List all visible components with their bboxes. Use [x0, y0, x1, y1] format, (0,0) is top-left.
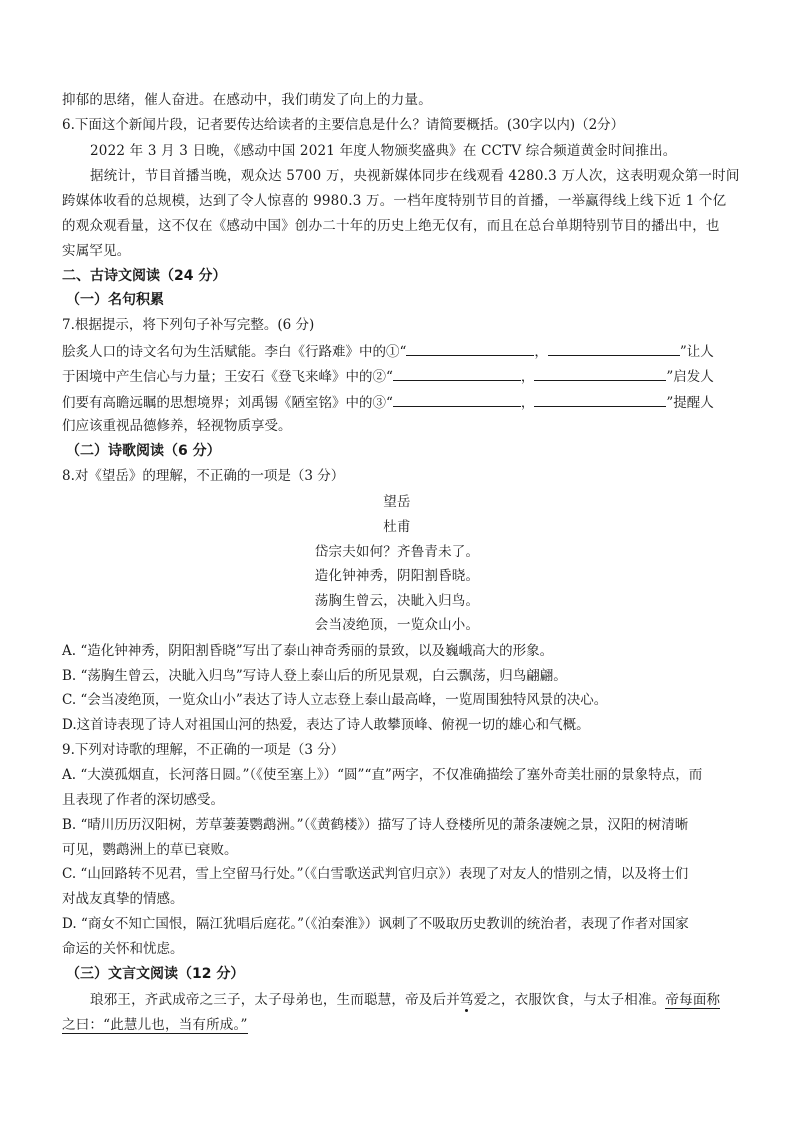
q7-line1 [62, 341, 714, 362]
q8-option-d: D.这首诗表现了诗人对祖国山河的热爱，表达了诗人敢攀顶峰、俯视一切的雄心和气概。 [62, 717, 590, 733]
q9-option-c-line2: 对战友真挚的情感。 [62, 891, 184, 907]
q6-stem: 6.下面这个新闻片段，记者要传达给读者的主要信息是什么？请简要概括。(30字以内)（2分） [62, 117, 625, 133]
section-2-title: 二、古诗文阅读（24 分） [62, 268, 227, 284]
blank-2b[interactable] [534, 366, 666, 381]
blank-1b[interactable] [548, 341, 680, 356]
q9-option-d-line2: 命运的关怀和忧虑。 [62, 941, 184, 957]
q8-option-c: C. “会当凌绝顶，一览众山小”表达了诗人立志登上泰山最高峰，一览周围独特风景的决心。 [62, 692, 608, 708]
q6-news-p2-line4: 实属罕见。 [62, 243, 131, 259]
blank-3b[interactable] [534, 392, 666, 407]
q6-news-p2-line3: 的观众观看量，这不仅在《感动中国》创办二十年的历史上绝无仅有，而且在总台单期特别节目的播出中，也 [62, 218, 720, 234]
q8-option-b: B. “荡胸生曾云，决眦入归鸟”写诗人登上泰山后的所见景观，白云飘荡，归鸟翩翩。 [62, 668, 567, 684]
blank-2a[interactable] [393, 366, 521, 381]
poem-author: 杜甫 [383, 519, 411, 535]
q7-line2-suffix: ”启发人 [666, 369, 714, 385]
poem-line: 荡胸生曾云，决眦入归鸟。 [314, 593, 480, 609]
dotted-character: 笃 [459, 992, 474, 1008]
blank-3a[interactable] [393, 392, 521, 407]
q7-line3 [62, 392, 714, 413]
q6-news-p2-line1: 据统计，节目首播当晚，观众达 5700 万，央视新媒体同步在线观看 4280.3 万人次，这表明观众第一时间 [90, 168, 740, 184]
q7-line1-comma: ， [534, 344, 548, 360]
q7-line1-prefix: 脍炙人口的诗文名句为生活赋能。李白《行路难》中的①“ [62, 344, 407, 360]
q7-line2-prefix: 于困境中产生信心与力量；王安石《登飞来峰》中的②“ [62, 369, 393, 385]
q5-tail-text: 抑郁的思绪，催人奋进。在感动中，我们萌发了向上的力量。 [62, 92, 432, 108]
poem-line: 岱宗夫如何？齐鲁青未了。 [314, 544, 480, 560]
classical-text-part: 琅邪王，齐武成帝之三子，太子母弟也，生而聪慧，帝及后并 [90, 992, 460, 1008]
q9-stem: 9.下列对诗歌的理解，不正确的一项是（3 分） [62, 742, 345, 758]
q9-option-c-line1: C. “山回路转不见君，雪上空留马行处。”（《白雪歌送武判官归京》）表现了对友人的惜别之情，以及将士们 [62, 866, 689, 882]
q7-line3-prefix: 们要有高瞻远瞩的思想境界；刘禹锡《陋室铭》中的③“ [62, 395, 393, 411]
underlined-sentence: 帝每面称 [665, 992, 721, 1008]
poem-line: 造化钟神秀，阴阳割昏晓。 [314, 568, 480, 584]
blank-1a[interactable] [406, 341, 534, 356]
poem-line: 会当凌绝顶，一览众山小。 [314, 617, 480, 633]
subsection-2-title: （二）诗歌阅读（6 分） [66, 443, 221, 459]
q8-option-a: A. “造化钟神秀，阴阳割昏晓”写出了泰山神奇秀丽的景致，以及巍峨高大的形象。 [62, 643, 554, 659]
q6-news-p2-line2: 跨媒体收看的总规模，达到了令人惊喜的 9980.3 万。一档年度特别节目的首播，一举赢得线上线下近 1 个亿 [62, 193, 727, 209]
q7-line2 [62, 366, 714, 387]
subsection-3-title: （三）文言文阅读（12 分） [66, 966, 245, 982]
q7-line3-comma: ， [520, 395, 535, 411]
q7-line4: 们应该重视品德修养，轻视物质享受。 [62, 418, 292, 434]
q6-news-p1: 2022 年 3 月 3 日晚，《感动中国 2021 年度人物颁奖盛典》在 CCTV 综合频道黄金时间推出。 [90, 143, 677, 159]
q9-option-a-line2: 且表现了作者的深切感受。 [62, 792, 224, 808]
classical-text-part: 爱之，衣服饮食，与太子相准。 [473, 992, 666, 1008]
q7-line3-suffix: ”提醒人 [666, 395, 714, 411]
q9-option-a-line1: A. “大漠孤烟直，长河落日圆。”（《使至塞上》）“圆”“直”两字，不仅准确描绘了塞外奇美壮丽的景象特点，而 [62, 767, 703, 783]
classical-text-line1 [90, 990, 720, 1010]
subsection-1-title: （一）名句积累 [66, 292, 164, 308]
underlined-sentence: 之曰：“此慧儿也，当有所成。” [62, 1017, 248, 1033]
q9-option-d-line1: D. “商女不知亡国恨，隔江犹唱后庭花。”（《泊秦淮》）讽刺了不吸取历史教训的统治者，表现了作者对国家 [62, 916, 689, 932]
q8-stem: 8.对《望岳》的理解，不正确的一项是（3 分） [62, 468, 345, 484]
q9-option-b-line1: B. “晴川历历汉阳树，芳草萋萋鹦鹉洲。”（《黄鹤楼》）描写了诗人登楼所见的萧条凄婉之景，汉阳的树清晰 [62, 817, 689, 833]
q7-line1-suffix: ”让人 [679, 344, 714, 360]
q7-line2-comma: ， [520, 369, 535, 385]
classical-text-line2 [62, 1015, 248, 1035]
poem-title: 望岳 [383, 494, 411, 510]
q7-stem: 7.根据提示，将下列句子补写完整。(6 分) [62, 317, 315, 333]
q9-option-b-line2: 可见，鹦鹉洲上的草已衰败。 [62, 842, 238, 858]
